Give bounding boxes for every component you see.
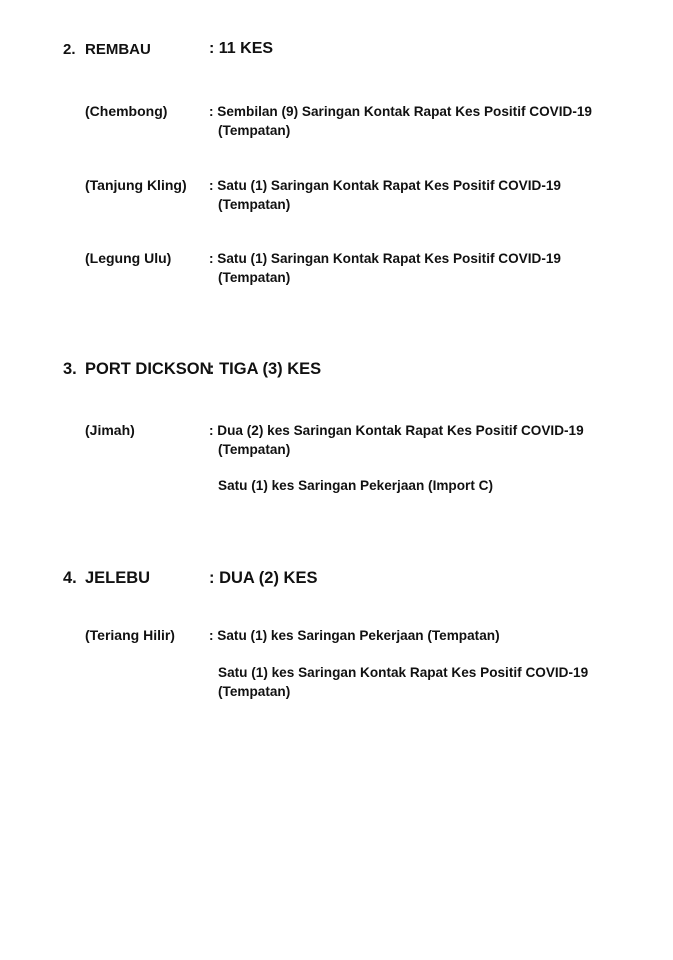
- case-description: : Satu (1) Saringan Kontak Rapat Kes Positif COVID-19: [209, 178, 561, 193]
- location-label: (Chembong): [85, 103, 168, 119]
- location-label: (Tanjung Kling): [85, 177, 187, 193]
- location-label: (Legung Ulu): [85, 250, 172, 266]
- case-count: : TIGA (3) KES: [209, 360, 322, 378]
- case-count: : DUA (2) KES: [209, 569, 318, 587]
- case-count: : 11 KES: [209, 40, 274, 57]
- district-name: PORT DICKSON: [85, 360, 212, 378]
- case-description: Satu (1) kes Saringan Pekerjaan (Import C): [218, 478, 493, 493]
- section-number: 2.: [63, 41, 76, 58]
- case-description: (Tempatan): [218, 270, 291, 285]
- case-description: : Sembilan (9) Saringan Kontak Rapat Kes Positif COVID-19: [209, 104, 592, 119]
- case-description: Satu (1) kes Saringan Kontak Rapat Kes Positif COVID-19: [218, 665, 589, 680]
- district-name: REMBAU: [85, 41, 151, 58]
- section-number: 4.: [63, 569, 77, 587]
- case-description: : Dua (2) kes Saringan Kontak Rapat Kes Positif COVID-19: [209, 423, 584, 438]
- location-label: (Teriang Hilir): [85, 627, 175, 643]
- case-description: (Tempatan): [218, 442, 291, 457]
- district-name: JELEBU: [85, 569, 151, 587]
- location-label: (Jimah): [85, 422, 135, 438]
- case-description: (Tempatan): [218, 197, 291, 212]
- case-description: : Satu (1) Saringan Kontak Rapat Kes Positif COVID-19: [209, 251, 561, 266]
- case-description: (Tempatan): [218, 684, 291, 699]
- section-number: 3.: [63, 360, 77, 378]
- case-description: : Satu (1) kes Saringan Pekerjaan (Tempatan): [209, 628, 500, 643]
- case-description: (Tempatan): [218, 123, 291, 138]
